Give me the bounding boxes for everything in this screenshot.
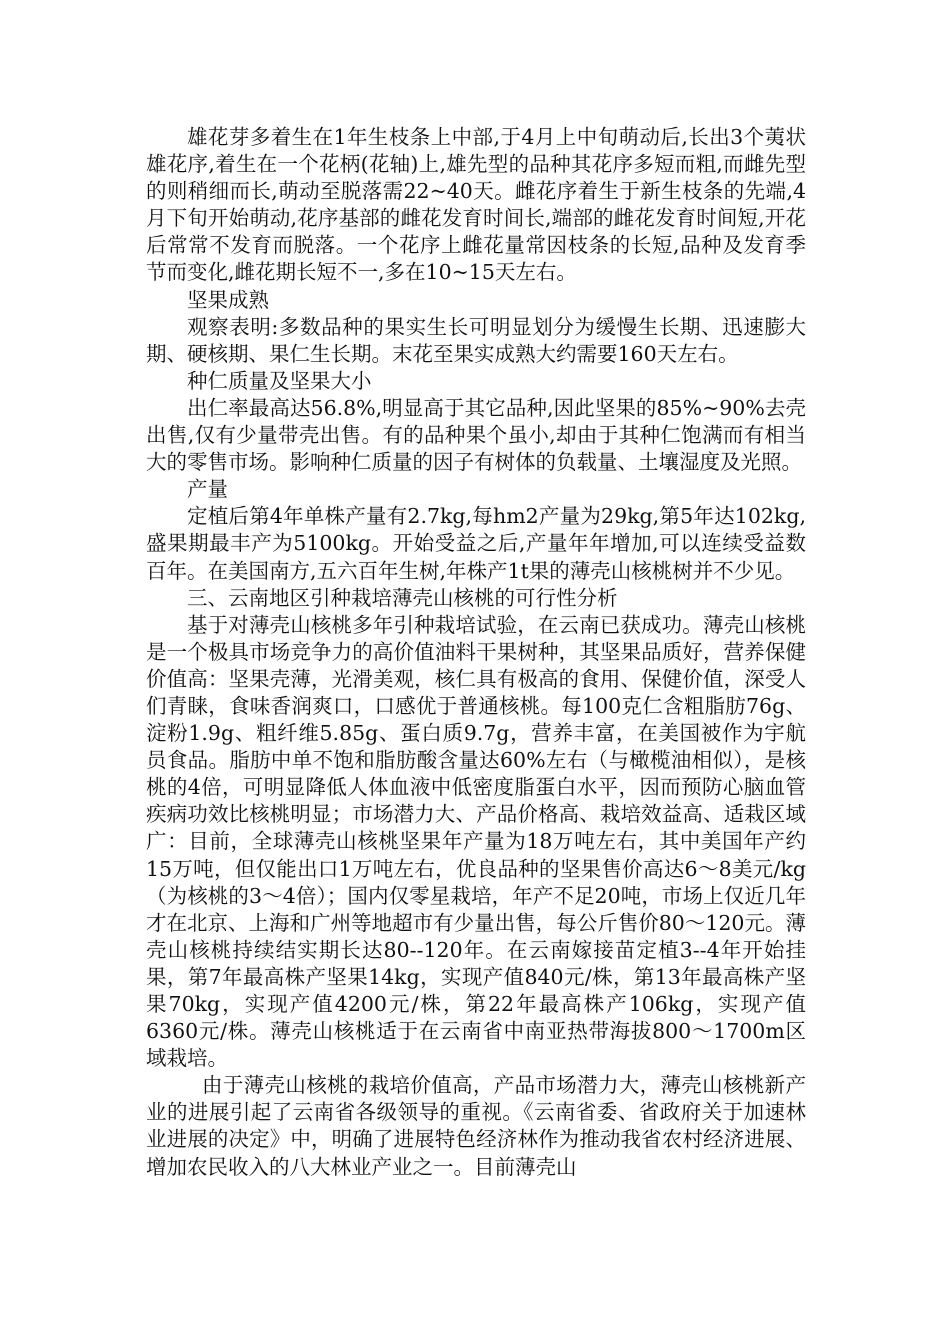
paragraph-feasibility: 基于对薄壳山核桃多年引种栽培试验，在云南已获成功。薄壳山核桃是一个极具市场竞争力的高价值油料干果树种，其坚果品质好，营养保健价值高：坚果壳薄，光滑美观，核仁具有极高的食用、保健价值，深受人们青睐，食味香润爽口，口感优于普通核桃。每100克仁含粗脂肪76g、淀粉1.9g、粗纤维5.85g、蛋白质9.7g，营养丰富，在美国被作为宇航员食品。脂肪中单不饱和脂肪酸含量达60%左右（与橄榄油相似），是核桃的4倍，可明显降低人体血液中低密度脂蛋白水平，因而预防心脑血管疾病功效比核桃明显；市场潜力大、产品价格高、栽培效益高、适栽区域广：目前，全球薄壳山核桃坚果年产量为18万吨左右，其中美国年产约15万吨，但仅能出口1万吨左右，优良品种的坚果售价高达6～8美元/kg（为核桃的3～4倍）；国内仅零星栽培，年产不足20吨，市场上仅近几年才在北京、上海和广州等地超市有少量出售，每公斤售价80～120元。薄壳山核桃持续结实期长达80--120年。在云南嫁接苗定植3--4年开始挂果，第7年最高株产坚果14kg，实现产值840元/株，第13年最高株产坚果70kg，实现产值4200元/株，第22年最高株产106kg，实现产值6360元/株。薄壳山核桃适于在云南省中南亚热带海拔800～1700m区域栽培。 [146,612,806,1071]
paragraph-male-flowers: 雄花芽多着生在1年生枝条上中部,于4月上中旬萌动后,长出3个荑状雄花序,着生在一个花柄(花轴)上,雄先型的品种其花序多短而粗,而雌先型的则稍细而长,萌动至脱落需22~40天。雌花序着生于新生枝条的先端,4月下旬开始萌动,花序基部的雌花发育时间长,端部的雌花发育时间短,开花后常常不发育而脱落。一个花序上雌花量常因枝条的长短,品种及发育季节而变化,雌花期长短不一,多在10~15天左右。 [146,125,806,285]
document-body [146,124,806,1181]
paragraph-policy: 由于薄壳山核桃的栽培价值高，产品市场潜力大，薄壳山核桃新产业的进展引起了云南省各级领导的重视。《云南省委、省政府关于加速林业进展的决定》中，明确了进展特色经济林作为推动我省农村经济进展、增加农民收入的八大林业产业之一。目前薄壳山 [146,1073,806,1179]
paragraph-kernel-rate: 出仁率最高达56.8%,明显高于其它品种,因此坚果的85%~90%去壳出售,仅有少量带壳出售。有的品种果个虽小,却由于其种仁饱满而有相当大的零售市场。影响种仁质量的因子有树体的负载量、土壤湿度及光照。 [146,395,806,475]
heading-nut-maturity: 坚果成熟 [187,287,269,312]
heading-yield: 产量 [187,477,228,502]
paragraph-observation: 观察表明:多数品种的果实生长可明显划分为缓慢生长期、迅速膨大期、硬核期、果仁生长期。末花至果实成熟大约需要160天左右。 [146,314,806,366]
paragraph-yield: 定植后第4年单株产量有2.7kg,每hm2产量为29kg,第5年达102kg,盛果期最丰产为5100kg。开始受益之后,产量年年增加,可以连续受益数百年。在美国南方,五六百年生树,年株产1t果的薄壳山核桃树并不少见。 [146,504,806,583]
heading-kernel-quality: 种仁质量及坚果大小 [187,368,372,393]
heading-section-three: 三、云南地区引种栽培薄壳山核桃的可行性分析 [187,585,618,610]
